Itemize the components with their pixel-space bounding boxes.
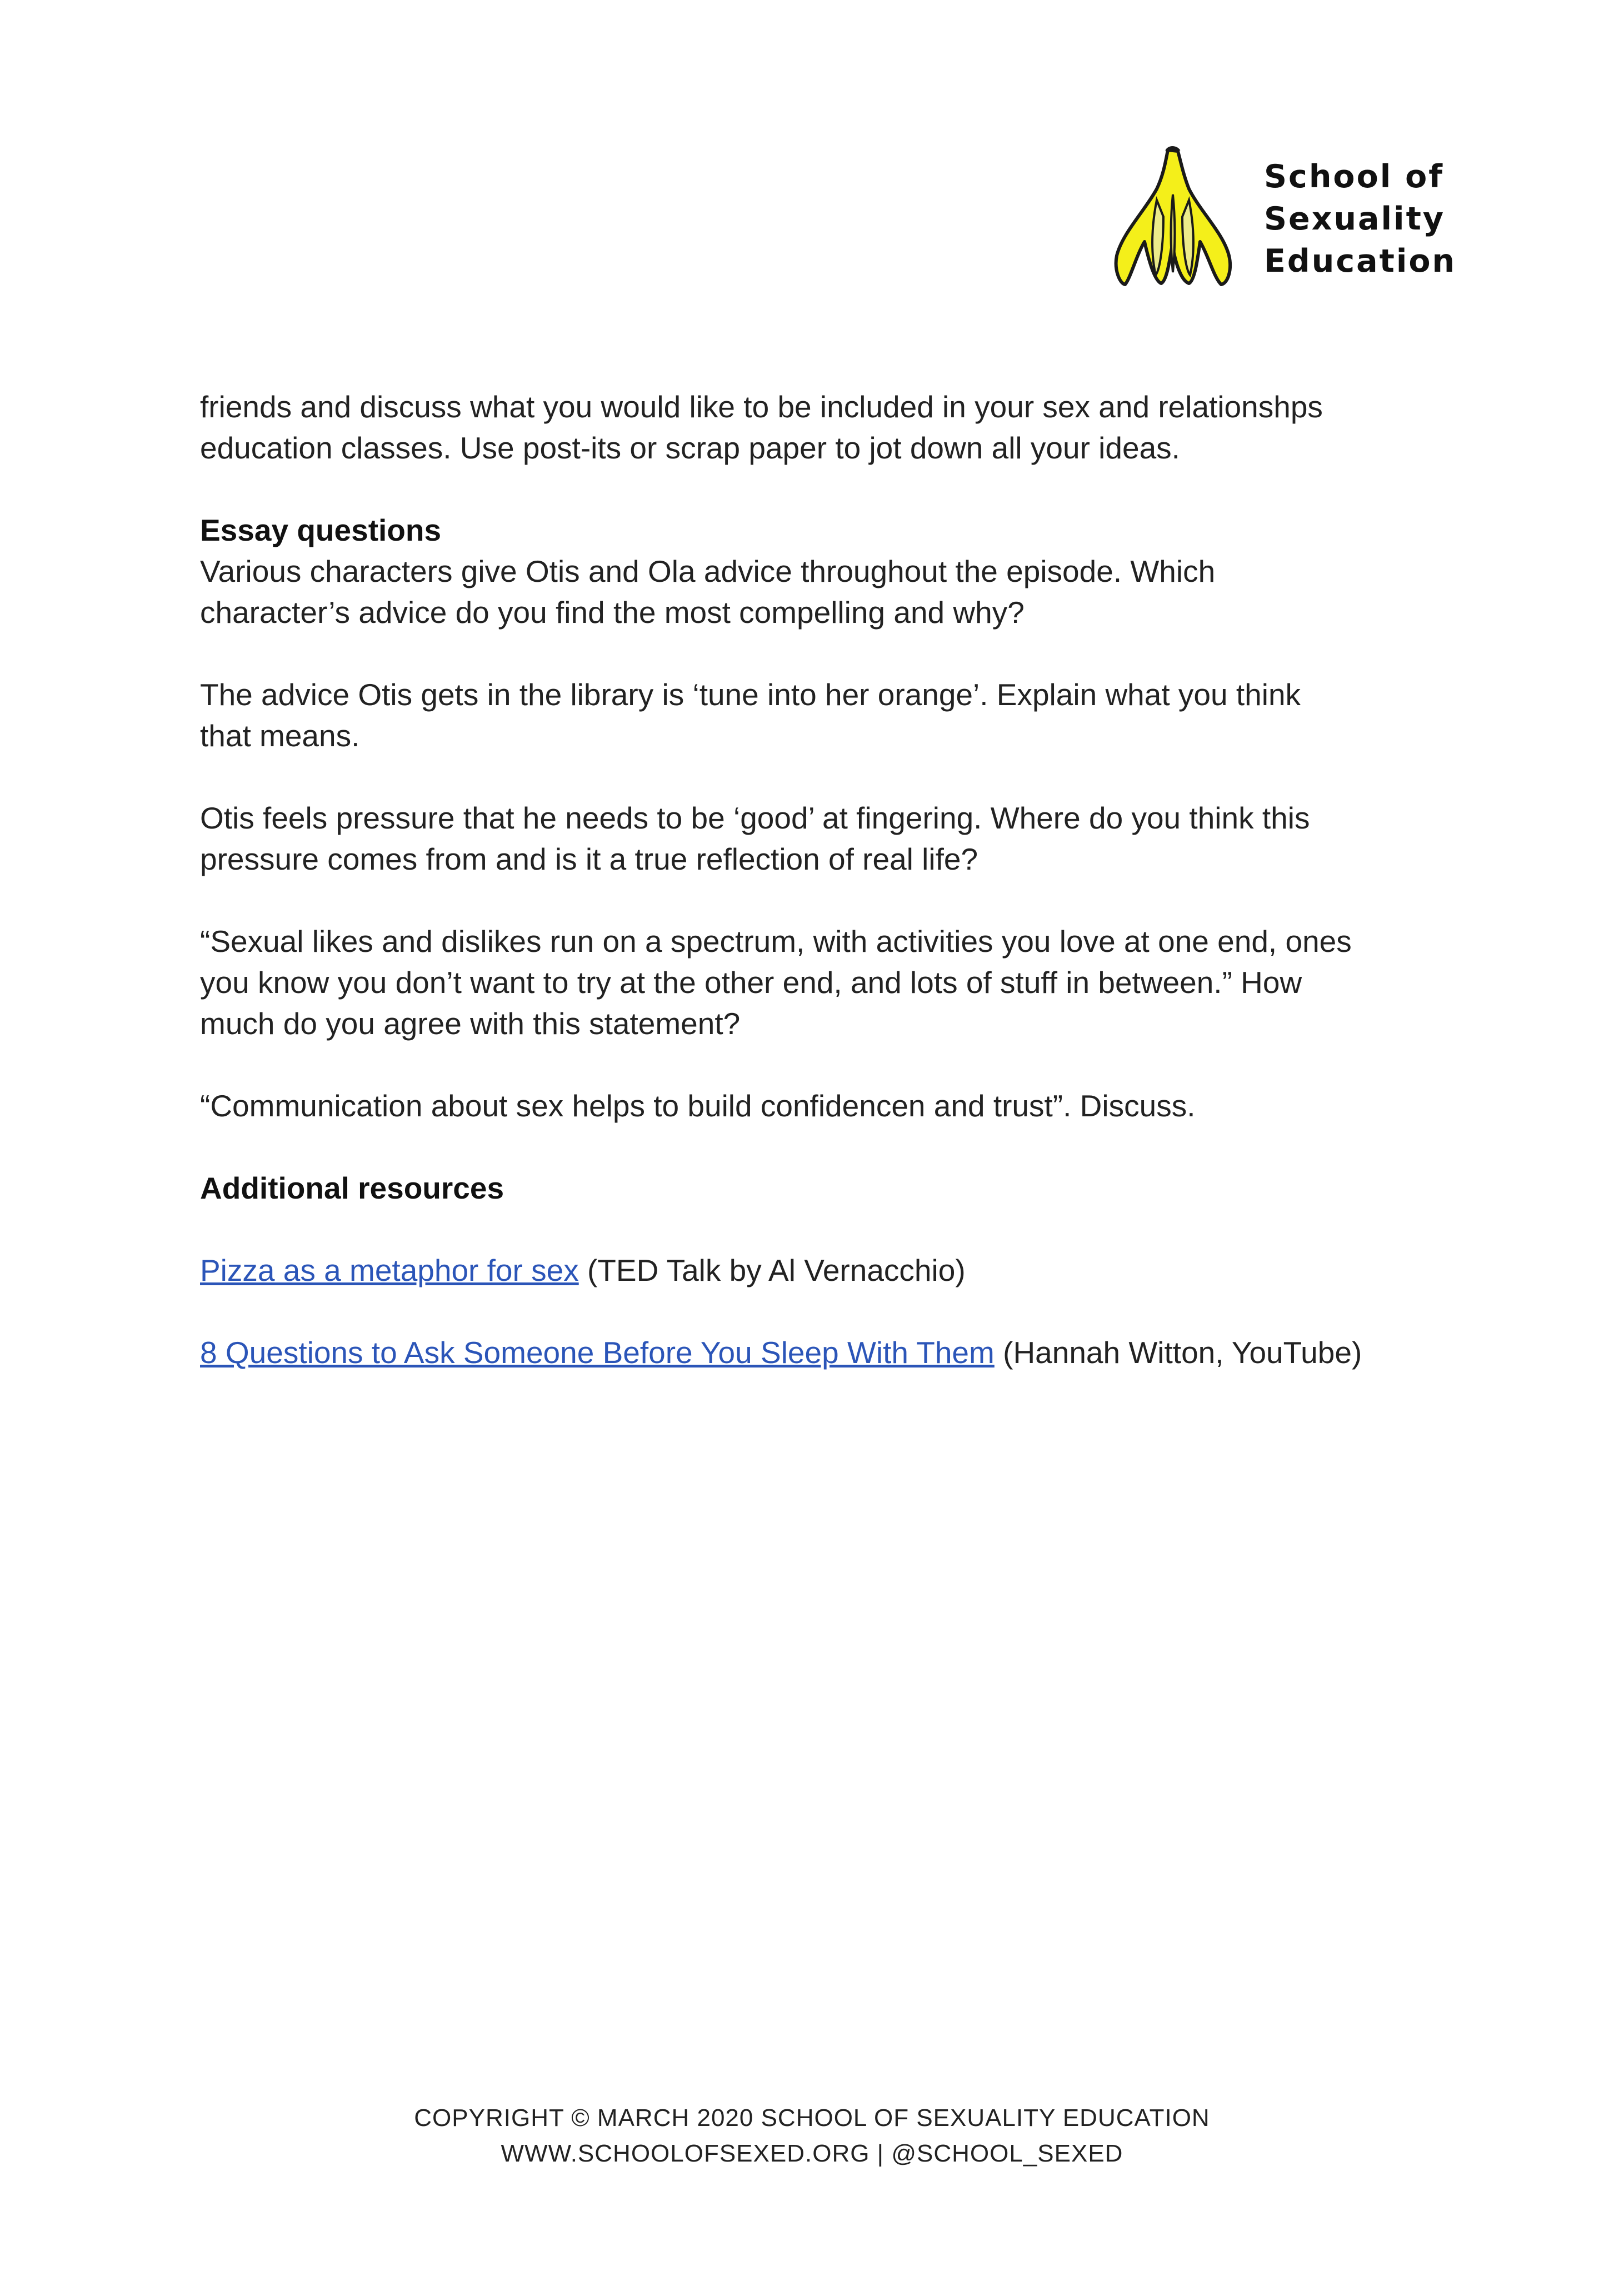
question-line: “Communication about sex helps to build confidencen and trust”. Discuss. xyxy=(200,1089,1196,1123)
question-line: “Sexual likes and dislikes run on a spectrum, with activities you love at one end, ones xyxy=(200,924,1352,959)
logo-line: Sexuality xyxy=(1264,201,1445,237)
resource-note: (TED Talk by Al Vernacchio) xyxy=(578,1253,966,1287)
question-line: Various characters give Otis and Ola advice throughout the episode. Which xyxy=(200,554,1216,588)
question-line: pressure comes from and is it a true reflection of real life? xyxy=(200,842,978,876)
logo xyxy=(1106,144,1461,295)
additional-resources-heading: Additional resources xyxy=(200,1171,504,1205)
question-line: character’s advice do you find the most compelling and why? xyxy=(200,595,1025,630)
footer xyxy=(0,2100,1624,2172)
resource-link-pizza[interactable]: Pizza as a metaphor for sex xyxy=(200,1253,579,1287)
intro-line: friends and discuss what you would like to be included in your sex and relationshps xyxy=(200,390,1323,424)
resource-item xyxy=(200,1332,1445,1373)
document-body xyxy=(200,386,1445,1373)
website-social-line: WWW.SCHOOLOFSEXED.ORG | @SCHOOL_SEXED xyxy=(501,2140,1123,2167)
essay-questions-heading: Essay questions xyxy=(200,513,442,547)
question-line: Otis feels pressure that he needs to be ‘good’ at fingering. Where do you think this xyxy=(200,801,1310,835)
intro-line: education classes. Use post-its or scrap paper to jot down all your ideas. xyxy=(200,431,1180,465)
copyright-line: COPYRIGHT © MARCH 2020 SCHOOL OF SEXUALITY EDUCATION xyxy=(414,2104,1210,2132)
banana-peel-icon xyxy=(1106,144,1239,295)
resource-link-8-questions[interactable]: 8 Questions to Ask Someone Before You Sleep With Them xyxy=(200,1335,995,1370)
logo-wordmark xyxy=(1264,156,1456,282)
question-line: much do you agree with this statement? xyxy=(200,1006,741,1041)
question-line: The advice Otis gets in the library is ‘tune into her orange’. Explain what you think xyxy=(200,677,1301,712)
resource-note: (Hannah Witton, YouTube) xyxy=(994,1335,1362,1370)
logo-line: Education xyxy=(1264,243,1457,279)
logo-line: School of xyxy=(1264,158,1445,195)
resource-item xyxy=(200,1250,1445,1291)
question-line: that means. xyxy=(200,718,360,753)
question-line: you know you don’t want to try at the other end, and lots of stuff in between.” How xyxy=(200,965,1302,1000)
